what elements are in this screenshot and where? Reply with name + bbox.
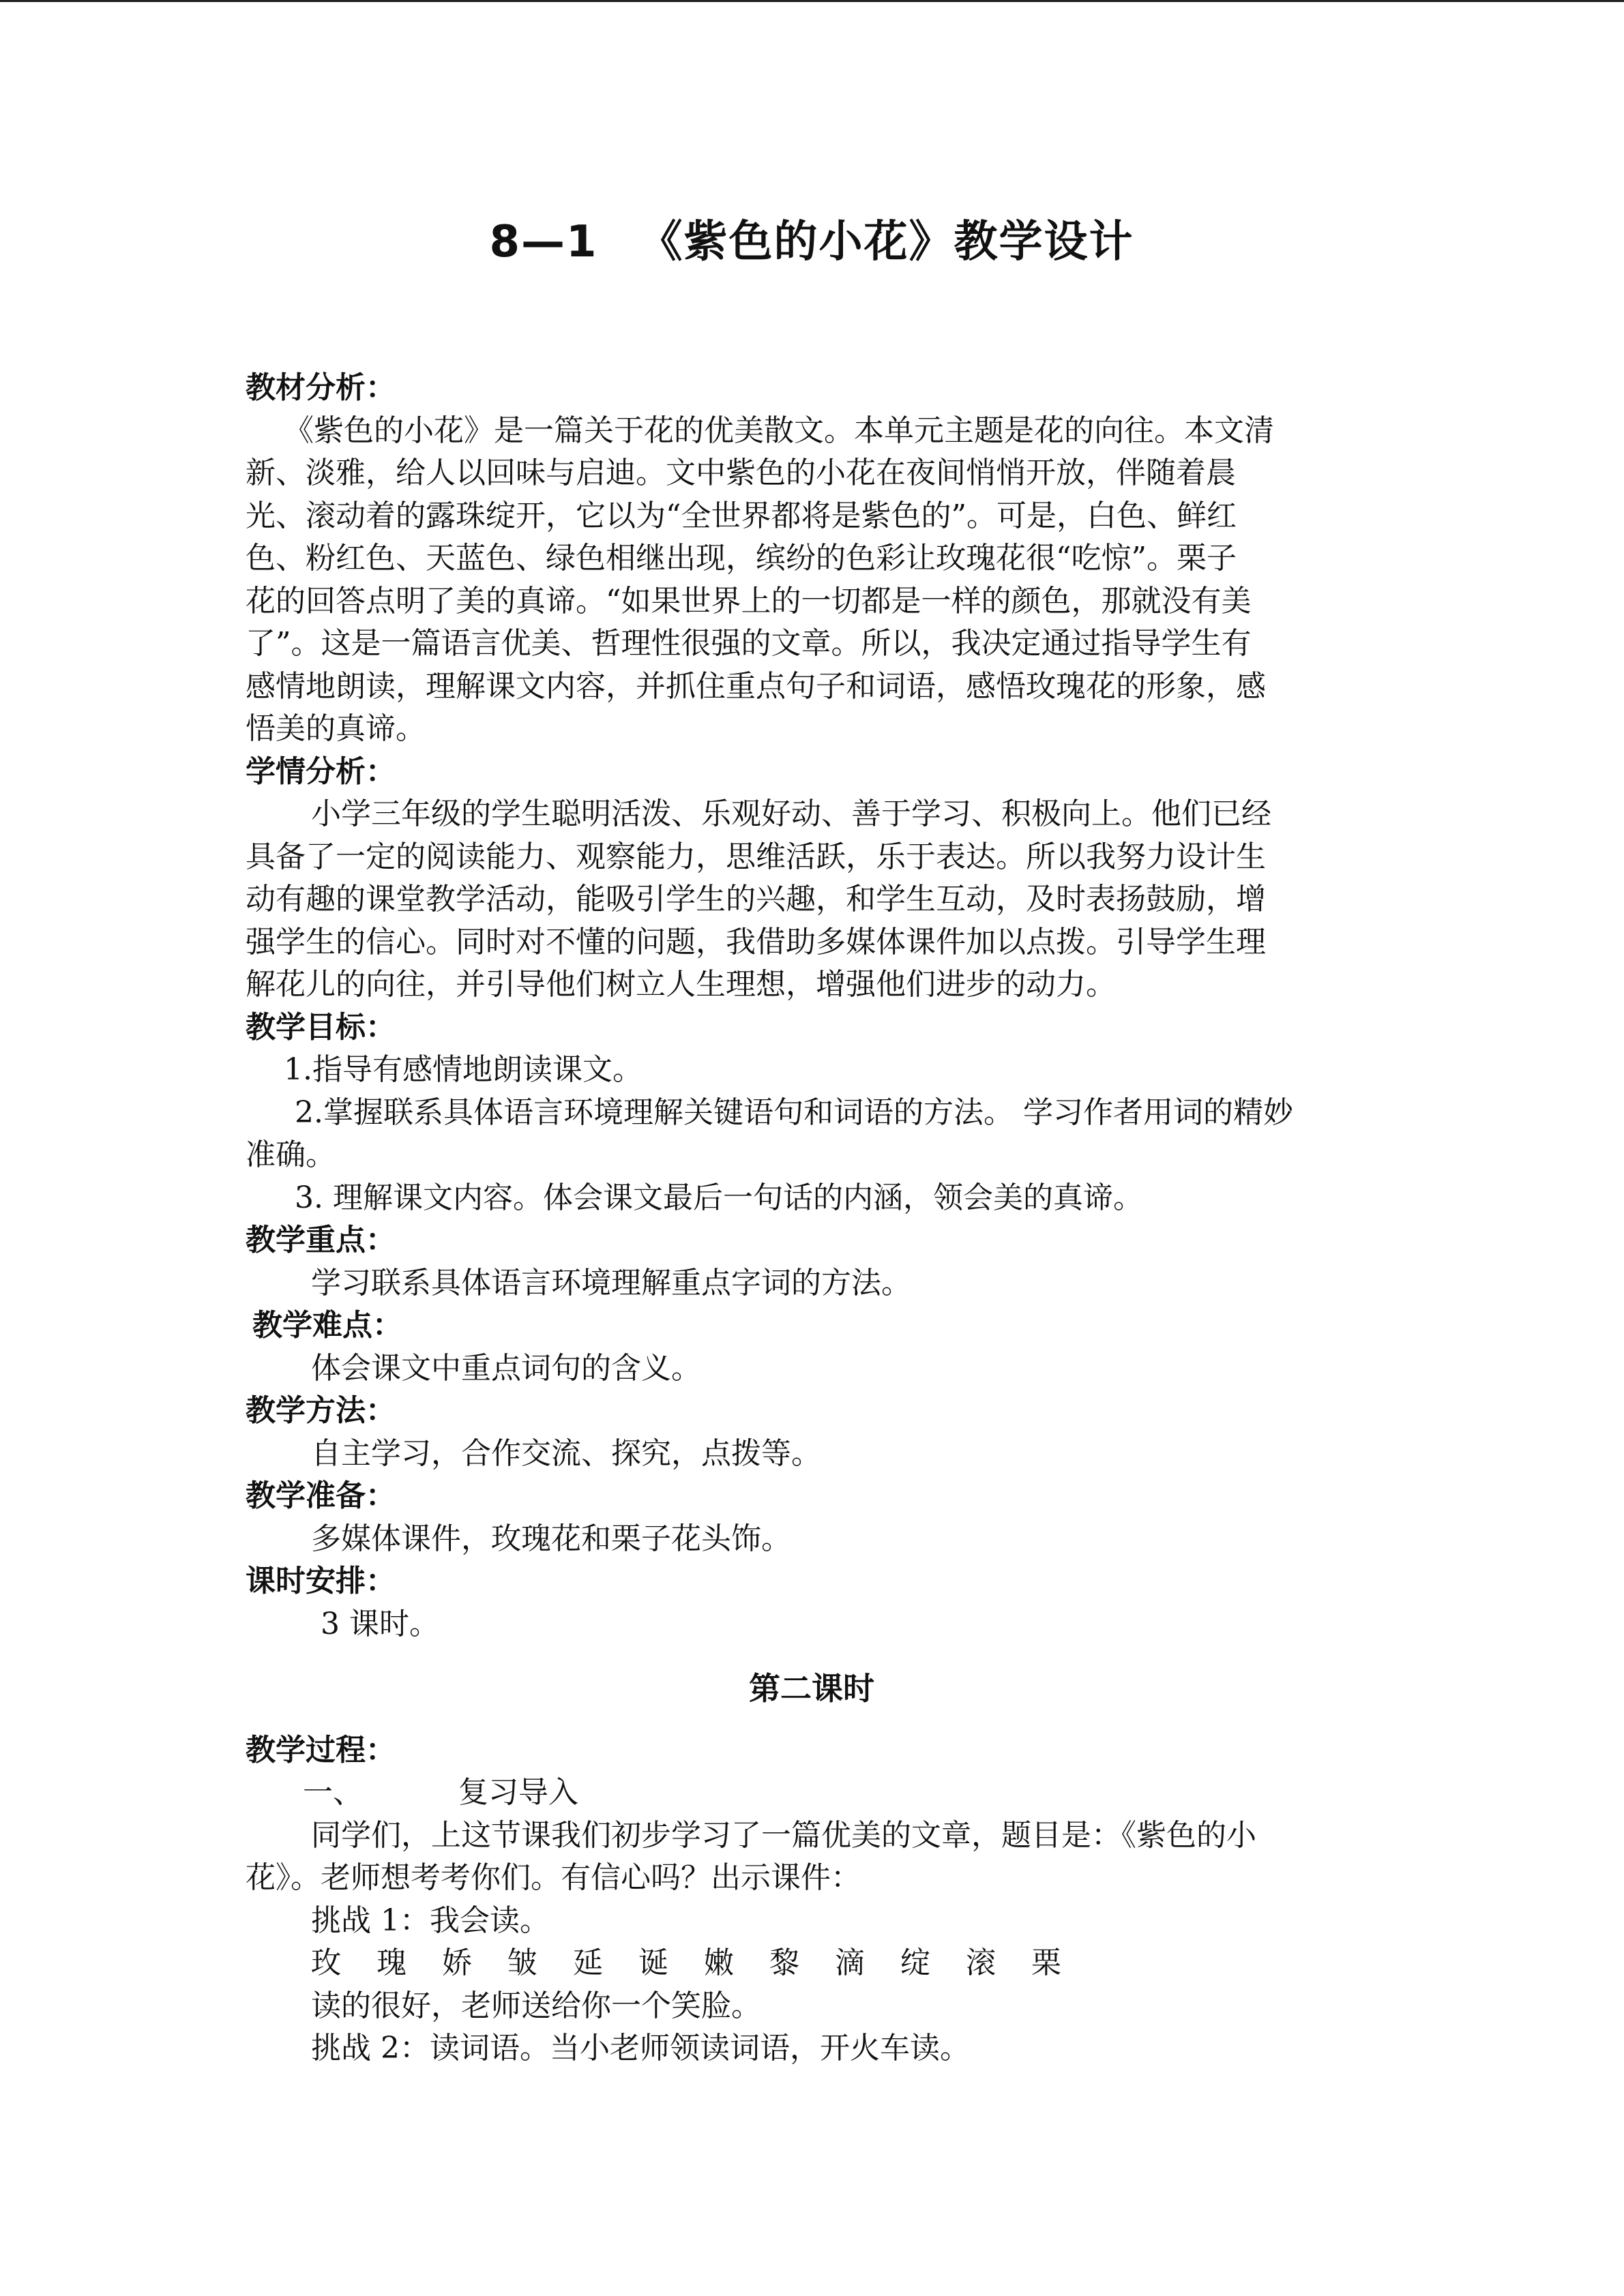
- schedule-heading: 课时安排：: [246, 1564, 396, 1598]
- students-line: 强学生的信心。同时对不懂的问题，我借助多媒体课件加以点拨。引导学生理: [246, 924, 1266, 959]
- char-item: 滴: [835, 1945, 865, 1980]
- step-number: 一、: [303, 1775, 363, 1810]
- goal-item: 3. 理解课文内容。体会课文最后一句话的内涵，领会美的真谛。: [295, 1180, 1143, 1215]
- difficulty-text: 体会课文中重点词句的含义。: [311, 1350, 701, 1386]
- process-step: [246, 1772, 1378, 1815]
- char-item: 绽: [900, 1945, 930, 1980]
- method-heading: 教学方法：: [246, 1393, 396, 1428]
- char-item: 栗: [1031, 1945, 1061, 1980]
- char-item: 黎: [769, 1945, 799, 1980]
- prep-heading: 教学准备：: [246, 1478, 396, 1513]
- char-item: 嫩: [704, 1945, 734, 1980]
- process-intro-line: 花》。老师想考考你们。有信心吗？出示课件：: [246, 1860, 861, 1895]
- goal-item: 1.指导有感情地朗读课文。: [284, 1052, 643, 1087]
- material-line: 光、滚动着的露珠绽开，它以为“全世界都将是紫色的”。可是，白色、鲜红: [246, 498, 1237, 533]
- difficulty-heading: 教学难点：: [252, 1308, 402, 1343]
- challenge-1: 挑战 1：我会读。: [311, 1903, 550, 1938]
- char-item: 诞: [638, 1945, 668, 1980]
- key-heading: 教学重点：: [246, 1223, 396, 1257]
- method-text: 自主学习，合作交流、探究，点拨等。: [311, 1435, 821, 1471]
- students-heading: 学情分析：: [246, 754, 396, 789]
- material-line: 感情地朗读，理解课文内容，并抓住重点句子和词语，感悟玫瑰花的形象，感: [246, 668, 1266, 704]
- students-line: 具备了一定的阅读能力、观察能力，思维活跃，乐于表达。所以我努力设计生: [246, 839, 1266, 874]
- char-item: 玫: [311, 1945, 341, 1980]
- goal-item: 2.掌握联系具体语言环境理解关键语句和词语的方法。 学习作者用词的精妙: [295, 1094, 1293, 1130]
- process-heading: 教学过程：: [246, 1732, 396, 1768]
- char-list: [246, 1942, 1378, 1985]
- char-item: 皱: [507, 1945, 537, 1980]
- material-line: 色、粉红色、天蓝色、绿色相继出现，缤纷的色彩让玫瑰花很“吃惊”。栗子: [246, 541, 1237, 576]
- schedule-text: 3 课时。: [321, 1606, 439, 1641]
- students-line: 解花儿的向往，并引导他们树立人生理想，增强他们进步的动力。: [246, 967, 1116, 1002]
- document-body: [246, 367, 1378, 2070]
- lesson-title: 第二课时: [749, 1670, 874, 1707]
- students-line: 小学三年级的学生聪明活泼、乐观好动、善于学习、积极向上。他们已经: [311, 796, 1271, 831]
- char-item: 瑰: [377, 1945, 407, 1980]
- material-heading: 教材分析：: [246, 370, 396, 405]
- key-text: 学习联系具体语言环境理解重点字词的方法。: [311, 1265, 911, 1300]
- material-line: 《紫色的小花》是一篇关于花的优美散文。本单元主题是花的向往。本文清: [284, 413, 1274, 448]
- top-border-line: [0, 0, 1624, 2]
- material-line: 花的回答点明了美的真谛。“如果世界上的一切都是一样的颜色，那就没有美: [246, 583, 1252, 618]
- prep-text: 多媒体课件，玫瑰花和栗子花头饰。: [311, 1521, 791, 1556]
- goals-heading: 教学目标：: [246, 1009, 396, 1045]
- goal-item: 准确。: [246, 1137, 336, 1172]
- students-line: 动有趣的课堂教学活动，能吸引学生的兴趣，和学生互动，及时表扬鼓励，增: [246, 882, 1266, 916]
- title-text: 《紫色的小花》教学设计: [638, 217, 1134, 267]
- step-title: 复习导入: [458, 1775, 578, 1810]
- process-intro-line: 同学们，上这节课我们初步学习了一篇优美的文章，题目是：《紫色的小: [311, 1817, 1256, 1853]
- char-item: 滚: [966, 1945, 996, 1980]
- char-item: 延: [573, 1945, 603, 1980]
- material-line: 悟美的真谛。: [246, 711, 426, 746]
- challenge-2: 挑战 2：读词语。当小老师领读词语，开火车读。: [311, 2031, 970, 2066]
- document-title: [246, 211, 1378, 273]
- material-line: 了”。这是一篇语言优美、哲理性很强的文章。所以，我决定通过指导学生有: [246, 626, 1252, 661]
- char-item: 娇: [442, 1945, 472, 1980]
- praise-text: 读的很好，老师送给你一个笑脸。: [311, 1988, 761, 2023]
- material-line: 新、淡雅，给人以回味与启迪。文中紫色的小花在夜间悄悄开放，伴随着晨: [246, 456, 1236, 490]
- title-number: 8—1: [489, 217, 598, 267]
